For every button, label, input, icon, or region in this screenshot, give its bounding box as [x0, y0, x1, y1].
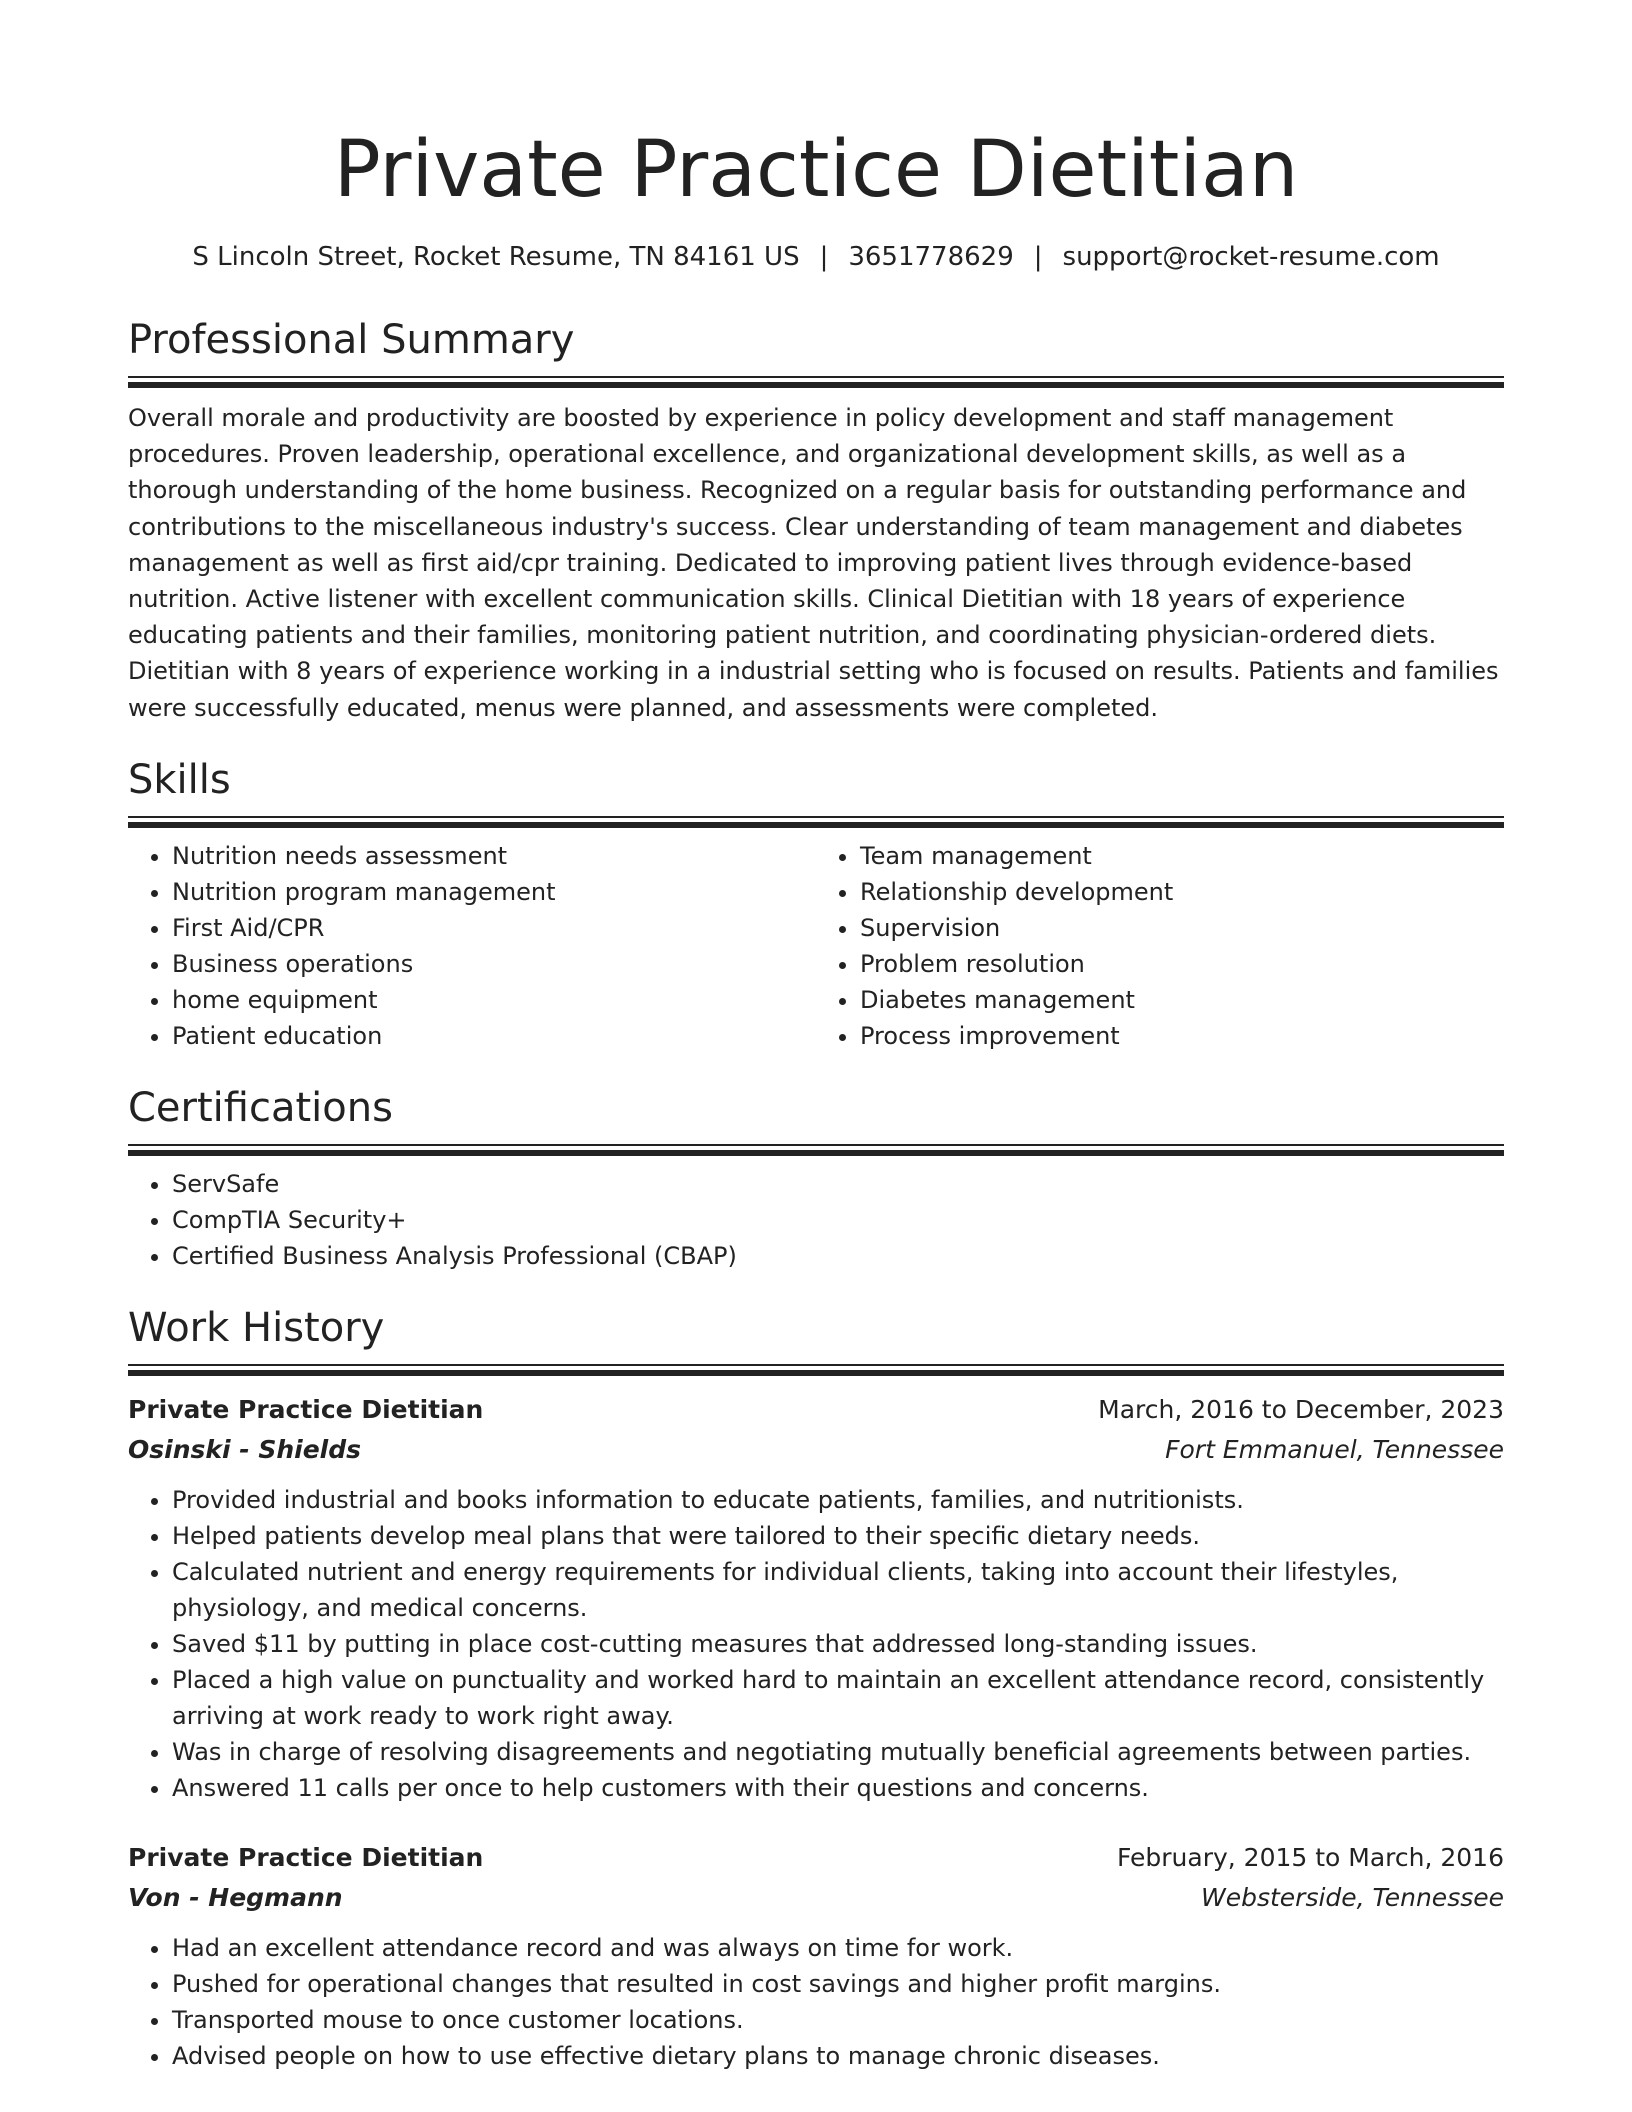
skill-item: • Supervision — [860, 910, 1504, 946]
job-bullet: • Was in charge of resolving disagreements and negotiating mutually beneficial agreements between parties. — [172, 1734, 1504, 1770]
job-title: Private Practice Dietitian — [128, 1394, 484, 1424]
section-divider — [128, 816, 1504, 828]
job-bullet: • Calculated nutrient and energy requirements for individual clients, taking into account their lifestyles, physiology, and medical concerns. — [172, 1554, 1504, 1626]
section-title: Work History — [128, 1304, 385, 1351]
job-bullet: • Saved $11 by putting in place cost-cutting measures that addressed long-standing issues. — [172, 1626, 1504, 1662]
certifications-section — [128, 1084, 1504, 1274]
contact-line — [128, 240, 1504, 274]
summary-text: Overall morale and productivity are boosted by experience in policy development and staff management procedures. Proven leadership, operational excellence, and organizational development skills, as well as a thorough understanding of the home business. Recognized on a regular basis for outstanding performance and contributions to the miscellaneous industry's success. Clear understanding of team management and diabetes management as well as first aid/cpr training. Dedicated to improving patient lives through evidence-based nutrition. Active listener with excellent communication skills. Clinical Dietitian with 18 years of experience educating patients and their families, monitoring patient nutrition, and coordinating physician-ordered diets. Dietitian with 8 years of experience working in a industrial setting who is focused on results. Patients and families were successfully educated, menus were planned, and assessments were completed. — [128, 404, 1499, 722]
job-entry — [128, 1838, 1504, 2074]
job-bullet: • Answered 11 calls per once to help customers with their questions and concerns. — [172, 1770, 1504, 1806]
section-title: Skills — [128, 756, 231, 803]
skill-item: • Nutrition needs assessment — [172, 838, 816, 874]
section-divider — [128, 1364, 1504, 1376]
job-title: Private Practice Dietitian — [128, 1842, 484, 1872]
work-history-section — [128, 1304, 1504, 2074]
job-bullet: • Had an excellent attendance record and was always on time for work. — [172, 1930, 1504, 1966]
job-company: Von - Hegmann — [128, 1882, 343, 1912]
certification-item: • ServSafe — [172, 1166, 1504, 1202]
section-title: Professional Summary — [128, 317, 575, 363]
job-bullet: • Helped patients develop meal plans that were tailored to their specific dietary needs. — [172, 1518, 1504, 1554]
section-divider — [128, 1144, 1504, 1156]
section-title: Certifications — [128, 1084, 393, 1131]
contact-email: support@rocket-resume.com — [1062, 242, 1440, 272]
skill-item: • Business operations — [172, 946, 816, 982]
skill-item: • Patient education — [172, 1018, 816, 1054]
contact-separator: | — [1033, 242, 1043, 272]
job-bullet: • Pushed for operational changes that resulted in cost savings and higher profit margins. — [172, 1966, 1504, 2002]
skill-item: • Relationship development — [860, 874, 1504, 910]
skill-item: • Diabetes management — [860, 982, 1504, 1018]
skill-item: • Problem resolution — [860, 946, 1504, 982]
job-entry — [128, 1390, 1504, 1806]
job-dates: March, 2016 to December, 2023 — [1098, 1394, 1504, 1424]
certification-item: • CompTIA Security+ — [172, 1202, 1504, 1238]
skills-list-right — [816, 838, 1504, 1054]
job-bullet: • Advised people on how to use effective dietary plans to manage chronic diseases. — [172, 2038, 1504, 2074]
job-location: Fort Emmanuel, Tennessee — [1165, 1434, 1504, 1464]
job-company-row — [128, 1878, 1504, 1918]
job-bullets — [128, 1930, 1504, 2074]
certifications-list — [128, 1166, 1504, 1274]
job-bullets — [128, 1482, 1504, 1806]
skill-item: • Nutrition program management — [172, 874, 816, 910]
skills-list-left — [128, 838, 816, 1054]
skill-item: • home equipment — [172, 982, 816, 1018]
skills-grid — [128, 828, 1504, 1054]
skill-item: • Team management — [860, 838, 1504, 874]
job-header-row — [128, 1390, 1504, 1430]
job-dates: February, 2015 to March, 2016 — [1116, 1842, 1504, 1872]
certification-item: • Certified Business Analysis Professional (CBAP) — [172, 1238, 1504, 1274]
contact-address: S Lincoln Street, Rocket Resume, TN 84161 US — [192, 242, 800, 272]
contact-phone: 3651778629 — [848, 242, 1014, 272]
job-bullet: • Provided industrial and books information to educate patients, families, and nutritionists. — [172, 1482, 1504, 1518]
section-divider — [128, 376, 1504, 388]
job-bullet: • Transported mouse to once customer locations. — [172, 2002, 1504, 2038]
summary-section — [128, 316, 1504, 726]
skill-item: • Process improvement — [860, 1018, 1504, 1054]
job-header-row — [128, 1838, 1504, 1878]
job-bullet: • Placed a high value on punctuality and worked hard to maintain an excellent attendance record, consistently arriving at work ready to work right away. — [172, 1662, 1504, 1734]
job-company-row — [128, 1430, 1504, 1470]
job-location: Websterside, Tennessee — [1200, 1882, 1504, 1912]
skills-section — [128, 756, 1504, 1054]
resume-name: Private Practice Dietitian — [333, 125, 1299, 215]
contact-separator: | — [819, 242, 829, 272]
skill-item: • First Aid/CPR — [172, 910, 816, 946]
job-company: Osinski - Shields — [128, 1434, 362, 1464]
